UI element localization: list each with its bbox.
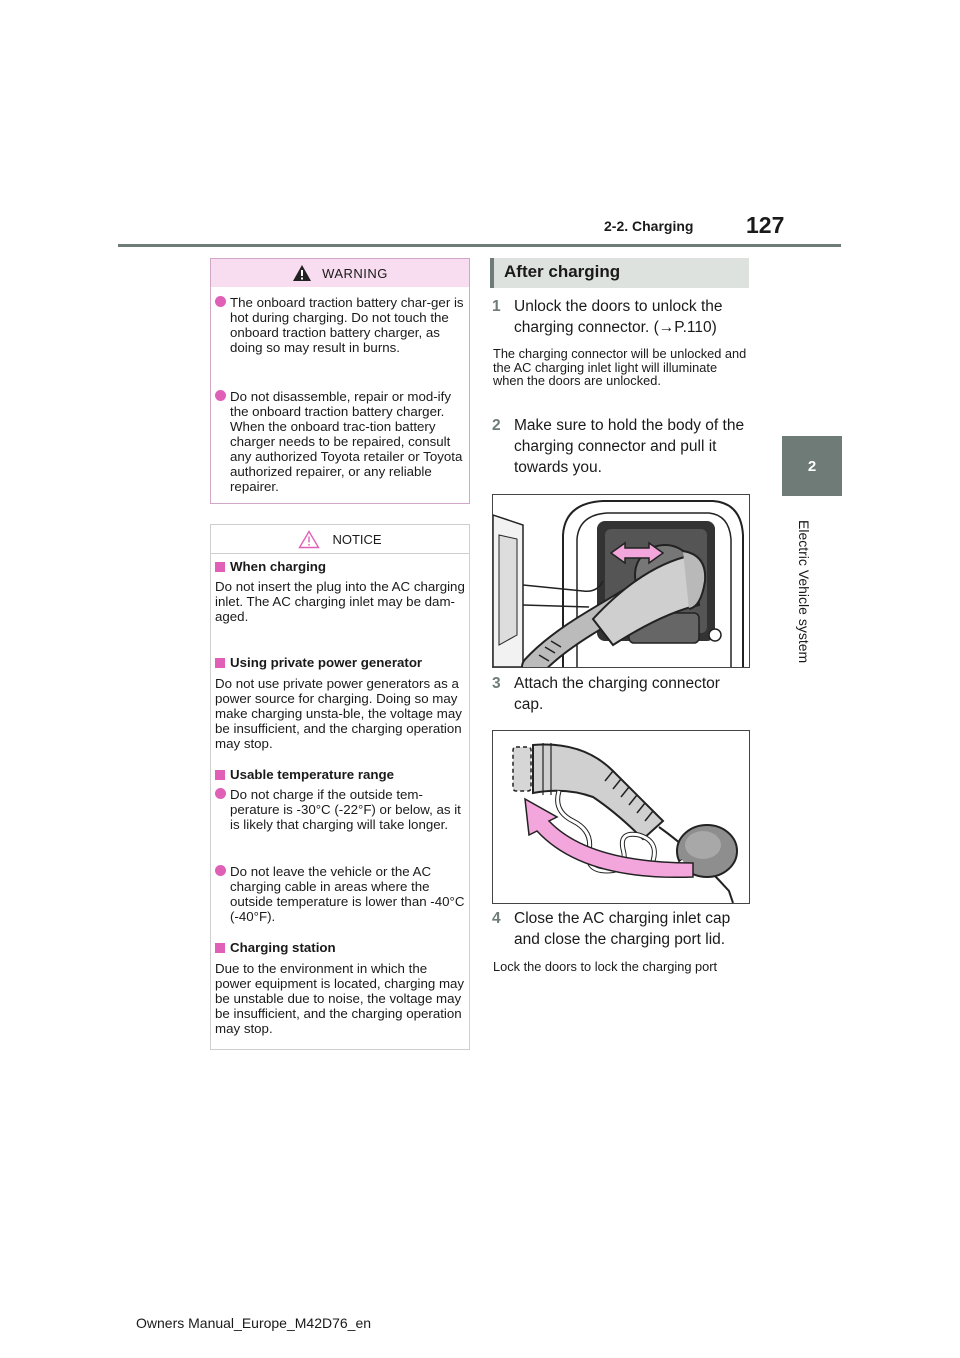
chapter-tab [782,436,842,496]
footer-doc-id: Owners Manual_Europe_M42D76_en [136,1315,372,1331]
warning-item-text: Do not disassemble, repair or mod-ify the onboard traction battery charger. When the onboard trac-tion battery charger needs to be repaired, consult any authorized Toyota retailer or Toyota authorized repairer, or any reliable repairer. [230,389,463,494]
notice-subheading: Using private power generator [215,655,422,670]
bullet-dot-icon [215,390,226,401]
step-1-note: The charging connector will be unlocked and the AC charging inlet light will illuminate when the doors are unlocked. [493,346,747,388]
step-text: Close the AC charging inlet cap and close the charging port lid. [514,910,731,948]
chapter-name [796,520,824,670]
step-4-note: Lock the doors to lock the charging port [493,959,718,974]
step-number: 1 [492,298,501,315]
notice-paragraph: Due to the environment in which the power equipment is located, charging may be unstable due to noise, the voltage may be insufficient, and the charging operation may stop. [215,961,465,1036]
notice-bullet-text: Do not leave the vehicle or the AC charging cable in areas where the outside temperature is lower than -40°C (-40°F). [230,864,465,924]
header-rule [118,244,841,247]
bullet-dot-icon [215,865,226,876]
unplug-connector-drawing [493,495,749,667]
notice-title: NOTICE [332,531,382,547]
step-number: 3 [492,675,501,692]
notice-subheading: Charging station [215,940,336,955]
square-bullet-icon [215,770,225,780]
warning-item [215,389,465,494]
step-number: 4 [492,910,501,927]
bullet-dot-icon [215,788,226,799]
step-text: Attach the charging connector cap. [514,675,720,713]
notice-triangle-icon [298,530,320,549]
chapter-number: 2 [807,457,817,475]
square-bullet-icon [215,943,225,953]
square-bullet-icon [215,658,225,668]
warning-box [210,258,470,504]
page-number: 127 [746,212,785,238]
notice-header [211,525,469,554]
notice-box [210,524,470,1050]
warning-triangle-icon [292,264,312,282]
step-text: Make sure to hold the body of the charging connector and pull it towards you. [514,417,745,476]
step-number: 2 [492,417,501,434]
notice-bullet [215,864,465,924]
notice-bullet [215,787,465,832]
warning-title: WARNING [322,265,388,281]
illustration-attach-cap [492,730,750,904]
after-charging-heading [490,258,749,288]
square-bullet-icon [215,562,225,572]
attach-cap-drawing [493,731,749,903]
step-1 [492,296,750,338]
step-3 [492,673,750,715]
warning-header [211,259,469,287]
notice-paragraph: Do not insert the plug into the AC charging inlet. The AC charging inlet may be dam-aged. [215,579,465,624]
notice-subheading: When charging [215,559,326,574]
after-charging-title: After charging [504,262,621,281]
step-2 [492,415,750,478]
notice-bullet-text: Do not charge if the outside tem-perature is -30°C (-22°F) or below, as it is likely that charging will take longer. [230,787,461,832]
warning-item-text: The onboard traction battery char-ger is hot during charging. Do not touch the onboard traction battery charger, as doing so may result in burns. [230,295,464,355]
notice-subheading: Usable temperature range [215,767,394,782]
section-title: 2-2. Charging [604,218,694,234]
step-text: Unlock the doors to unlock the charging connector. (→P.110) [514,298,723,336]
illustration-unplug-connector [492,494,750,668]
notice-paragraph: Do not use private power generators as a power source for charging. Doing so may make charging unsta-ble, the voltage may be insufficient, and the charging operation may stop. [215,676,462,751]
warning-item [215,295,465,355]
step-4 [492,908,750,950]
bullet-dot-icon [215,296,226,307]
chapter-name-label: Electric Vehicle system [796,520,812,664]
